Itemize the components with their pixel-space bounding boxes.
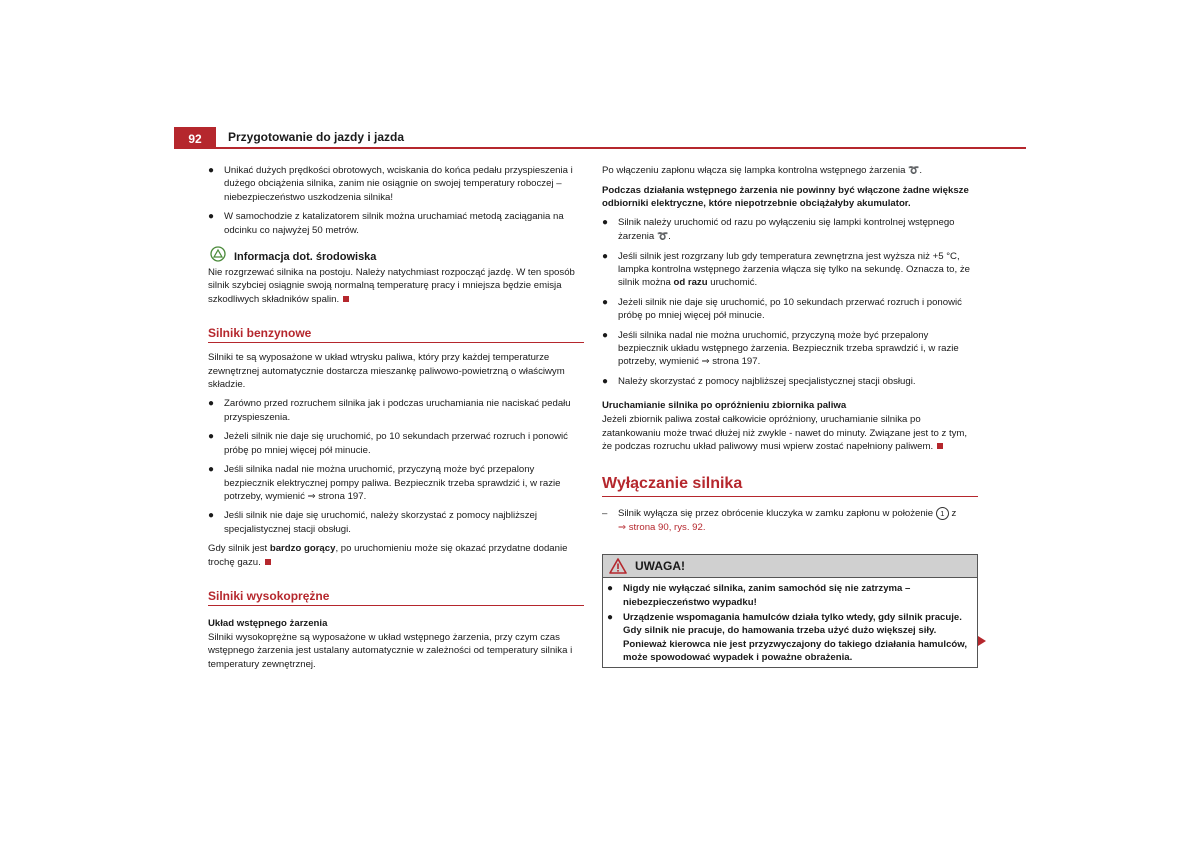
warning-triangle-icon	[609, 558, 627, 574]
bullet-icon: ●	[607, 583, 614, 595]
end-of-section-icon	[343, 296, 349, 302]
bullet-icon: ●	[602, 217, 609, 229]
list-item: ● Urządzenie wspomagania hamulców działa tylko wtedy, gdy silnik pracuje. Gdy silnik nie pracuje, do hamowania trzeba użyć dużo większej siły. Ponieważ kierowca nie jest przyzwyczajony do takiego działania hamulców, może spowodować wypadek i poważne obrażenia.	[607, 612, 968, 664]
list-item: ● Jeżeli silnik nie daje się uruchomić, po 10 sekundach przerwać rozruch i ponowić próbę po mniej więcej pół minucie.	[208, 431, 568, 456]
environment-icon	[208, 245, 228, 263]
page-reference: ⇒ strona 197.	[307, 490, 367, 502]
glow-plug-lamp-icon: ➰	[908, 165, 920, 175]
bold-note: Podczas działania wstępnego żarzenia nie powinny być włączone żadne większe odbiorniki elektryczne, które niepotrzebnie obciążałyby akumulator.	[602, 184, 969, 210]
paragraph: Silniki te są wyposażone w układ wtrysku paliwa, który przy każdej temperaturze zewnętrznej automatycznie dostarcza mieszankę paliwowo-powietrzną o właściwym składzie.	[208, 352, 565, 391]
paragraph: Po włączeniu zapłonu włącza się lampka kontrolna wstępnego żarzenia ➰.	[602, 165, 923, 177]
heading-petrol-engines: Silniki benzynowe	[208, 326, 584, 343]
paragraph: Silniki wysokoprężne są wyposażone w układ wstępnego żarzenia, przy czym czas wstępnego żarzenia jest ustalany automatycznie w zależności od temperatury silnika i temperatury zewnętrznej.	[208, 631, 573, 670]
list-item: ● Jeżeli silnik nie daje się uruchomić, po 10 sekundach przerwać rozruch i ponowić próbę po mniej więcej pół minucie.	[602, 296, 962, 322]
environment-note-title: Informacja dot. środowiska	[208, 251, 584, 263]
bullet-icon: ●	[602, 329, 609, 341]
left-column	[208, 164, 584, 677]
continue-arrow-icon	[978, 636, 986, 646]
header-rule	[216, 147, 1026, 149]
list-item: ● Zarówno przed rozruchem silnika jak i podczas uruchamiania nie naciskać pedału przyspieszenia.	[208, 398, 571, 423]
list-item: ● Unikać dużych prędkości obrotowych, wciskania do końca pedału przyspieszenia i dużego obciążenia silnika, zanim nie osiągnie on swojej temperatury roboczej – niebezpieczeństwo uszkodzenia silnika!	[208, 165, 573, 203]
bullet-icon: ●	[208, 431, 215, 443]
heading-diesel-engines: Silniki wysokoprężne	[208, 589, 584, 606]
subheading: Układ wstępnego żarzenia	[208, 617, 328, 629]
page-header	[174, 127, 1026, 149]
warning-label: UWAGA!	[635, 559, 685, 574]
subheading: Uruchamianie silnika po opróżnieniu zbiornika paliwa	[602, 400, 847, 412]
list-item: ● Jeśli silnik nie daje się uruchomić, należy skorzystać z pomocy najbliższej specjalistycznej stacji obsługi.	[208, 510, 537, 535]
warning-box	[602, 554, 978, 667]
bullet-icon: ●	[602, 250, 609, 262]
chapter-title: Przygotowanie do jazdy i jazda	[228, 130, 405, 144]
list-item: ● Nigdy nie wyłączać silnika, zanim samochód się nie zatrzyma – niebezpieczeństwo wypadku!	[607, 583, 911, 608]
bullet-icon: ●	[602, 375, 609, 387]
page-number: 92	[174, 127, 216, 149]
heading-engine-off: Wyłączanie silnika	[602, 475, 978, 497]
list-item: ● Jeśli silnik jest rozgrzany lub gdy temperatura zewnętrzna jest wyższa niż +5 °C, lampka kontrolna wstępnego żarzenia włącza się tylko na sekundę. Oznacza to, że silnik można od razu uruchomić.	[602, 250, 970, 289]
bullet-icon: ●	[208, 211, 215, 223]
bullet-icon: ●	[208, 510, 215, 522]
paragraph: Gdy silnik jest bardzo gorący, po uruchomieniu może się okazać przydatne dodanie trochę gazu.	[208, 543, 568, 568]
environment-note-text: Nie rozgrzewać silnika na postoju. Należy natychmiast rozpocząć jazdę. W ten sposób silnik szybciej osiągnie swoją normalną temperaturę pracy i mniejsza będzie emisja szkodliwych składników spalin.	[208, 267, 575, 305]
bullet-icon: ●	[208, 464, 215, 476]
ignition-position-badge: 1	[936, 507, 949, 520]
page-reference: ⇒ strona 197.	[701, 356, 761, 368]
list-item: ● Jeśli silnika nadal nie można uruchomić, przyczyną może być przepalony bezpiecznik elektrycznej pompy paliwa. Bezpiecznik trzeba sprawdzić i, w razie potrzeby, wymienić ⇒ strona 197.	[208, 464, 561, 502]
warning-header	[603, 555, 977, 578]
warning-body	[603, 578, 977, 664]
list-item: ● W samochodzie z katalizatorem silnik można uruchamiać metodą zaciągania na odcinku co najwyżej 50 metrów.	[208, 211, 564, 236]
list-item: – Silnik wyłącza się przez obrócenie kluczyka w zamku zapłonu w położenie 1 z ⇒ strona 90, rys. 92.	[602, 508, 957, 533]
end-of-section-icon	[265, 559, 271, 565]
bullet-icon: ●	[208, 398, 215, 410]
list-item: ● Jeśli silnika nadal nie można uruchomić, przyczyną może być przepalony bezpiecznik układu wstępnego żarzenia. Bezpiecznik trzeba sprawdzić i, w razie potrzeby, wymienić ⇒ strona 197.	[602, 329, 959, 368]
bullet-icon: ●	[208, 165, 215, 176]
list-item: ● Silnik należy uruchomić od razu po wyłączeniu się lampki kontrolnej wstępnego żarzenia ➰.	[602, 217, 955, 243]
glow-plug-lamp-icon: ➰	[656, 230, 669, 241]
right-column	[602, 164, 978, 668]
page-reference[interactable]: ⇒ strona 90, rys. 92.	[618, 521, 706, 533]
list-item: ● Należy skorzystać z pomocy najbliższej specjalistycznej stacji obsługi.	[602, 375, 916, 387]
paragraph: Jeżeli zbiornik paliwa został całkowicie opróżniony, uruchamianie silnika po zatankowaniu może trwać dłużej niż zwykle - nawet do minuty. Związane jest to z tym, że podczas rozruchu układ paliwowy musi wpierw zostać napełniony paliwem.	[602, 414, 968, 452]
end-of-section-icon	[937, 443, 943, 449]
bullet-icon: ●	[607, 612, 614, 624]
bullet-icon: ●	[602, 296, 609, 308]
